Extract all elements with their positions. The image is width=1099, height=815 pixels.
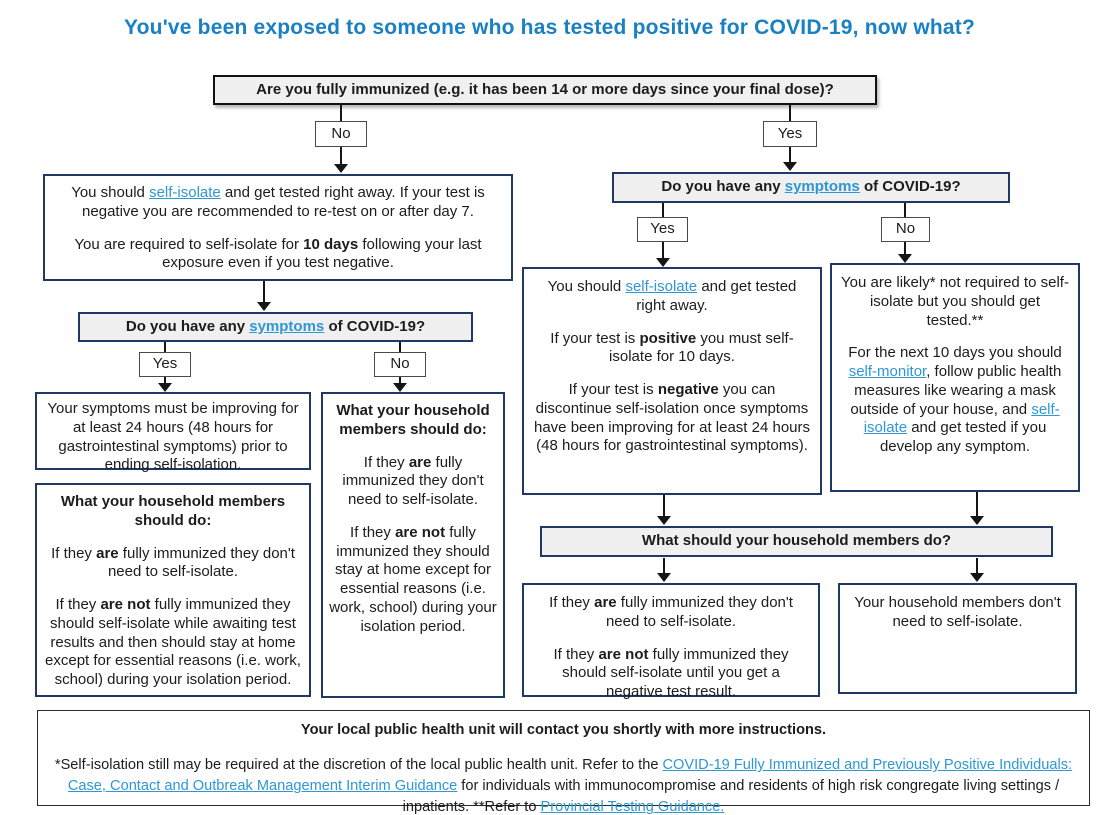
household-no-box bbox=[838, 583, 1077, 694]
text-segment: Your household members don't need to self-isolate. bbox=[854, 594, 1061, 630]
left-symptoms-no-box bbox=[321, 392, 505, 698]
branch-label-no-right: No bbox=[881, 217, 930, 242]
text-segment: Do you have any bbox=[125, 317, 250, 335]
paragraph bbox=[52, 755, 1075, 815]
branch-label-yes-left: Yes bbox=[139, 352, 191, 377]
connector-line bbox=[904, 203, 906, 217]
left-symptoms-yes-box bbox=[35, 392, 311, 474]
paragraph bbox=[43, 596, 303, 690]
text-segment: you must self-isolate for 10 days. bbox=[609, 329, 794, 366]
household-yes-box bbox=[522, 583, 820, 700]
paragraph bbox=[43, 493, 303, 531]
text-segment: You are likely* not required to self-isolate but you should get tested.** bbox=[841, 274, 1069, 329]
no-branch-isolate-box bbox=[43, 174, 513, 281]
right-symptoms-yes-box bbox=[522, 267, 822, 495]
paragraph bbox=[126, 318, 425, 337]
connector-arrow bbox=[976, 492, 978, 516]
connector-line bbox=[164, 342, 166, 352]
text-segment: and get tested right away. If your test is negative you are recommended to re-test on or after day 7. bbox=[82, 184, 485, 220]
text-segment: fully immunized they don't need to self-isolate. bbox=[107, 544, 295, 581]
right-symptoms-no-box bbox=[830, 263, 1080, 492]
text-segment: If they bbox=[363, 453, 409, 471]
text-segment: Your local public health unit will contact you shortly with more instructions. bbox=[300, 722, 827, 738]
paragraph bbox=[43, 545, 303, 583]
paragraph bbox=[43, 400, 303, 475]
paragraph bbox=[840, 274, 1070, 330]
text-segment: are bbox=[594, 594, 617, 611]
connector-arrow bbox=[399, 377, 401, 383]
text-segment: are not bbox=[100, 596, 151, 613]
connector-arrow bbox=[164, 377, 166, 383]
self-isolate-link[interactable]: self-isolate bbox=[863, 400, 1060, 437]
text-segment: *Self-isolation still may be required at the discretion of the local public health unit. Refer to the bbox=[54, 757, 663, 774]
connector-line bbox=[399, 342, 401, 352]
text-segment: positive bbox=[639, 329, 697, 347]
connector-arrow bbox=[663, 495, 665, 516]
text-segment: of COVID-19? bbox=[859, 178, 961, 196]
connector-arrow bbox=[662, 242, 664, 258]
connector-arrow bbox=[789, 147, 791, 162]
text-segment: fully immunized they don't need to self-isolate. bbox=[605, 594, 793, 630]
paragraph bbox=[52, 720, 1075, 741]
left-symptoms-question-box bbox=[78, 312, 473, 342]
branch-label-no-left: No bbox=[374, 352, 426, 377]
text-segment: fully immunized they should stay at home except for essential reasons (i.e. work, school) during your isolation period. bbox=[329, 523, 497, 635]
text-segment: For the next 10 days you should bbox=[848, 344, 1062, 362]
text-segment: you can discontinue self-isolation once symptoms have been improving for at least 24 hours (48 hours for gastrointestinal symptoms). bbox=[534, 381, 810, 455]
self-isolate-link[interactable]: self-isolate bbox=[625, 278, 698, 295]
text-segment: 10 days bbox=[303, 235, 359, 253]
branch-label-no-top: No bbox=[315, 121, 367, 147]
connector-line bbox=[662, 203, 664, 217]
question-immunized-box: Are you fully immunized (e.g. it has been 14 or more days since your final dose)? bbox=[213, 75, 877, 105]
symptoms-link[interactable]: symptoms bbox=[784, 178, 860, 196]
paragraph bbox=[329, 402, 497, 440]
paragraph bbox=[329, 454, 497, 510]
paragraph bbox=[329, 524, 497, 637]
text-segment: are not bbox=[395, 523, 446, 541]
paragraph bbox=[840, 344, 1070, 457]
paragraph bbox=[848, 594, 1067, 632]
text-segment: What your household members should do: bbox=[336, 402, 490, 438]
text-segment: What your household members should do: bbox=[60, 493, 286, 529]
text-segment: If they bbox=[51, 544, 97, 562]
text-segment: and get tested right away. bbox=[636, 278, 797, 314]
text-segment: If they bbox=[549, 594, 595, 611]
connector-arrow bbox=[340, 147, 342, 164]
page-title: You've been exposed to someone who has tested positive for COVID-19, now what? bbox=[123, 16, 976, 39]
branch-label-yes-right: Yes bbox=[637, 217, 688, 242]
text-segment: If they bbox=[55, 596, 101, 613]
text-segment: are not bbox=[598, 645, 649, 663]
interim-guidance-link[interactable]: COVID-19 Fully Immunized and Previously Positive Individuals: Case, Contact and Outbreak Management Interim Guidance bbox=[67, 757, 1073, 795]
household-question-box: What should your household members do? bbox=[540, 526, 1053, 557]
connector-arrow bbox=[663, 558, 665, 573]
text-segment: fully immunized they should self-isolate while awaiting test results and then should stay at home except for essential reasons (i.e. work, school) during your isolation period. bbox=[45, 596, 301, 688]
text-segment: negative bbox=[657, 381, 719, 398]
paragraph bbox=[532, 381, 812, 456]
connector-line bbox=[340, 105, 342, 122]
text-segment: are bbox=[96, 544, 119, 562]
connector-arrow bbox=[976, 558, 978, 573]
self-isolate-link[interactable]: self-isolate bbox=[149, 184, 221, 201]
text-segment: fully immunized they should self-isolate until you get a negative test result. bbox=[562, 645, 789, 700]
text-segment: You should bbox=[547, 278, 626, 295]
right-symptoms-question-box bbox=[612, 172, 1010, 203]
text-segment: Your symptoms must be improving for at least 24 hours (48 hours for gastrointestinal symptoms) prior to ending self-isolation. bbox=[47, 400, 299, 474]
text-segment: If they bbox=[350, 523, 396, 541]
connector-arrow bbox=[904, 242, 906, 254]
self-monitor-link[interactable]: self-monitor bbox=[848, 363, 927, 380]
paragraph bbox=[532, 330, 812, 368]
text-segment: of COVID-19? bbox=[324, 317, 426, 335]
branch-label-yes-top: Yes bbox=[763, 121, 817, 147]
connector-line bbox=[789, 105, 791, 122]
symptoms-link[interactable]: symptoms bbox=[249, 317, 325, 335]
text-segment: If your test is bbox=[550, 329, 640, 347]
text-segment: If they bbox=[553, 645, 599, 663]
footer-note-box bbox=[37, 710, 1090, 815]
text-segment: and get tested if you develop any symptom. bbox=[879, 419, 1047, 455]
text-segment: following your last exposure even if you test negative. bbox=[162, 235, 482, 272]
text-segment: are bbox=[408, 453, 432, 471]
text-segment: Do you have any bbox=[661, 178, 785, 196]
paragraph bbox=[532, 594, 810, 632]
paragraph bbox=[532, 646, 810, 702]
left-household-box bbox=[35, 483, 311, 697]
connector-arrow bbox=[263, 281, 265, 302]
text-segment: fully immunized they don't need to self-isolate. bbox=[342, 453, 484, 508]
paragraph bbox=[53, 184, 503, 222]
text-segment: , follow public health measures like wearing a mask outside of your house, and bbox=[850, 363, 1062, 418]
text-segment: If your test is bbox=[568, 381, 658, 398]
provincial-testing-guidance-link[interactable]: Provincial Testing Guidance. bbox=[540, 799, 725, 815]
paragraph bbox=[53, 236, 503, 274]
paragraph bbox=[661, 178, 960, 197]
text-segment: for individuals with immunocompromise and residents of high risk congregate living settings / inpatients. **Refer to bbox=[402, 778, 1060, 815]
text-segment: You should bbox=[71, 184, 150, 201]
paragraph bbox=[532, 278, 812, 316]
text-segment: You are required to self-isolate for bbox=[74, 235, 304, 253]
